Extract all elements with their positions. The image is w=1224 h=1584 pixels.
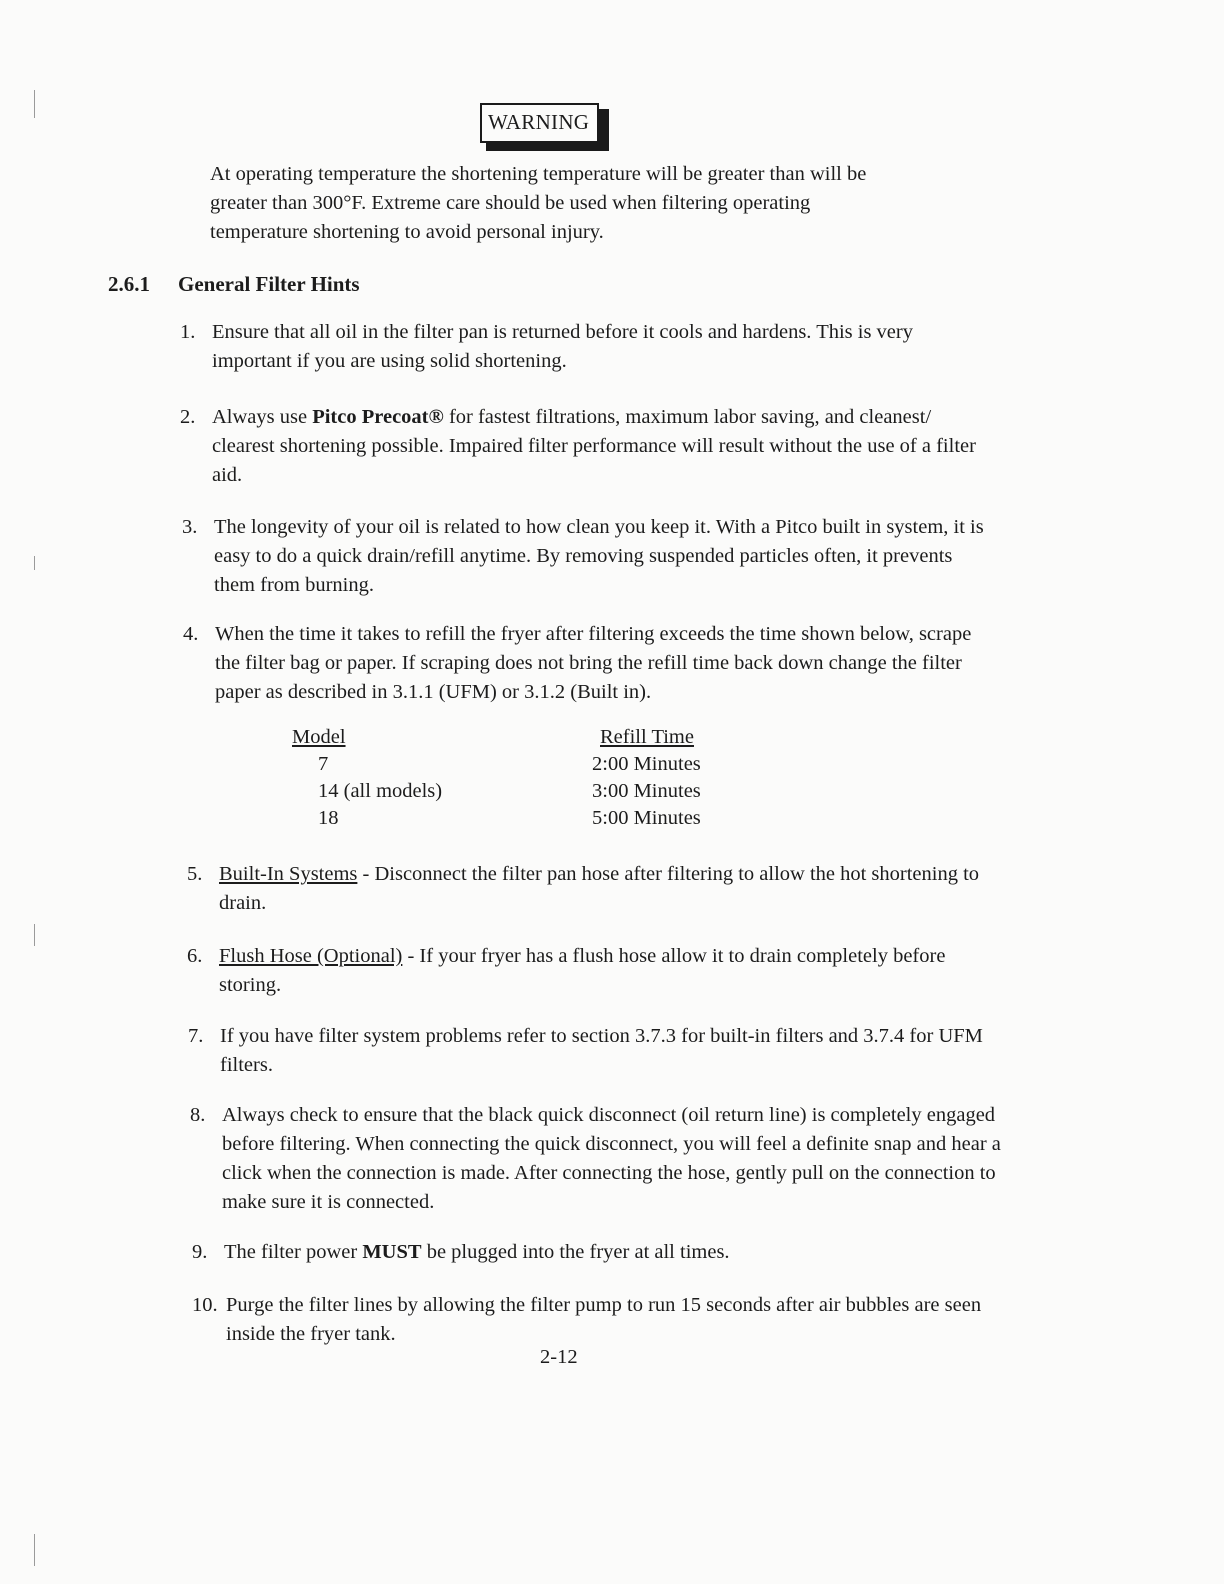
- manual-page: WARNING At operating temperature the shortening temperature will be greater than will be greater than 300°F. Extreme care should be used when filtering operating temperature shortening to avoid personal injury. 2.6.1 General Filter Hints 1. Ensure that all oil in the filter pan is returned before it cools and hardens. This is very important if you are using solid shortening. 2. Always use Pitco Precoat® for fastest filtrations, maximum labor saving, and cleanest/ clearest shortening possible. Impaired filter performance will result without the use of a filter aid. 3. The longevity of your oil is related to how clean you keep it. With a Pitco built in system, it is easy to do a quick drain/refill anytime. By removing suspended particles often, it prevents them from burning. 4. When the time it takes to refill the fryer after filtering exceeds the time shown below, scrape the filter bag or paper. If scraping does not bring the refill time back down change the filter paper as described in 3.1.1 (UFM) or 3.1.2 (Built in). Model 7 14 (all models) 18 Refill Time 2:00 Minutes 3:00 Minutes 5:00 Minutes 5. Built-In Systems - Disconnect the filter pan hose after filtering to allow the hot shortening to drain. 6. Flush Hose (Optional) - If your fryer has a flush hose allow it to drain completely before storing. 7. If you have filter system problems refer to section 3.7.3 for built-in filters and 3.7.4 for UFM filters. 8. Always check to ensure that the black quick disconnect (oil return line) is completely engaged before filtering. When connecting the quick disconnect, you will feel a definite snap and hear a click when the connection is made. After connecting the hose, gently pull on the connection to make sure it is connected. 9. The filter power MUST be plugged into the fryer at all times. 10. Purge the filter lines by allowing the filter pump to run 15 seconds after air bubbles are seen inside the fryer tank. 2-12: [0, 0, 1224, 1584]
- warning-text: At operating temperature the shortening temperature will be greater than will be greater than 300°F. Extreme care should be used when filtering operating temperature shortening to avoid personal injury.: [210, 163, 867, 243]
- warning-label: WARNING: [480, 103, 599, 143]
- table-cell: 2:00 Minutes: [592, 753, 701, 775]
- section-heading: [108, 272, 360, 297]
- scan-margin-mark: [34, 556, 35, 570]
- section-number: 2.6.1: [108, 272, 150, 296]
- table-cell: 7: [318, 753, 329, 775]
- section-title: General Filter Hints: [178, 272, 360, 296]
- page-number: 2-12: [540, 1346, 578, 1368]
- table-cell: 3:00 Minutes: [592, 780, 701, 802]
- table-header-model: Model: [292, 726, 346, 748]
- table-cell: 14 (all models): [318, 780, 443, 802]
- table-cell: 18: [318, 807, 339, 829]
- scan-margin-mark: [34, 1534, 35, 1566]
- warning-label-box: [480, 103, 599, 143]
- table-header-refill-time: Refill Time: [600, 726, 694, 748]
- table-cell: 5:00 Minutes: [592, 807, 701, 829]
- scan-margin-mark: [34, 924, 35, 946]
- scan-margin-mark: [34, 90, 35, 118]
